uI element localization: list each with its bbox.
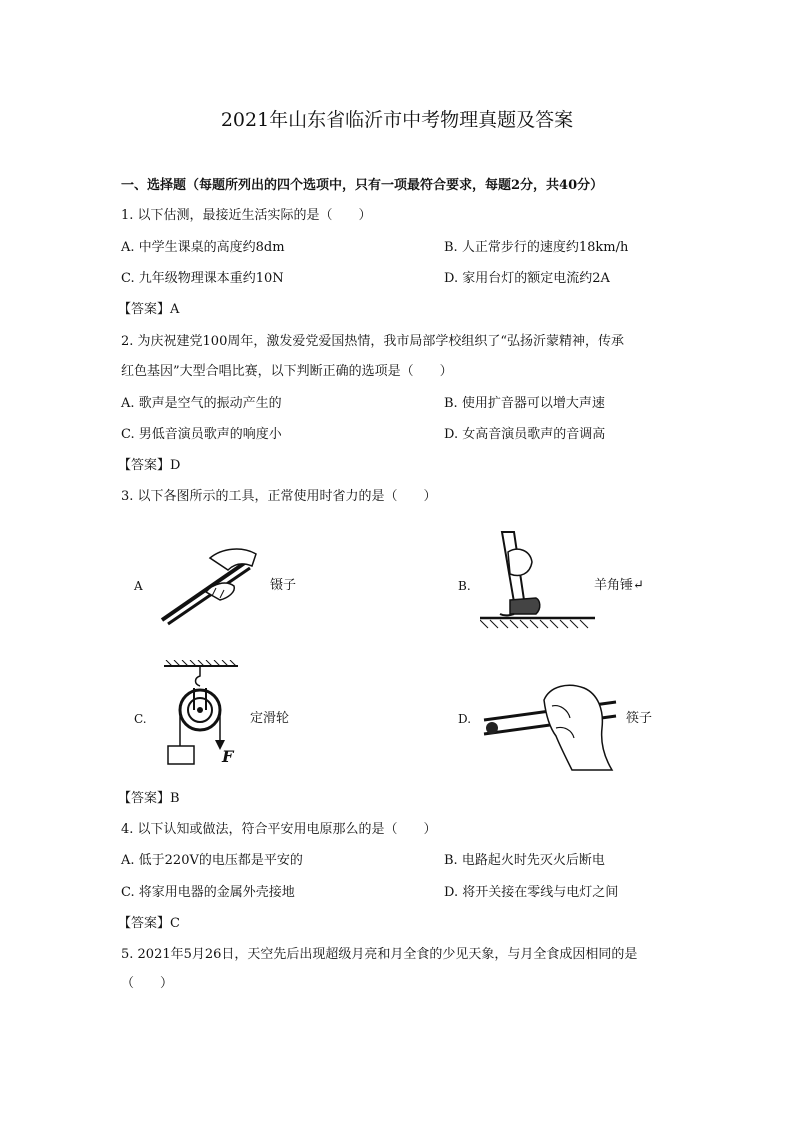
tweezers-icon xyxy=(150,540,262,632)
chopsticks-icon xyxy=(480,676,622,772)
question-2-answer: 【答案】D xyxy=(118,458,181,473)
question-3-stem: 3. 以下各图所示的工具，正常使用时省力的是（ ） xyxy=(121,489,437,504)
question-4-answer: 【答案】C xyxy=(118,916,180,931)
question-4-option-a: A. 低于220V的电压都是平安的 xyxy=(121,853,303,868)
question-1-option-d: D. 家用台灯的额定电流约2A xyxy=(444,271,610,286)
figure-a-label: 镊子 xyxy=(270,578,297,593)
question-2-stem-line1: 2. 为庆祝建党100周年，激发爱党爱国热情，我市局部学校组织了“弘扬沂蒙精神，传承 xyxy=(121,334,624,349)
figure-b-label: 羊角锤↵ xyxy=(594,578,644,593)
question-4-option-d: D. 将开关接在零线与电灯之间 xyxy=(444,885,619,900)
question-4-option-c: C. 将家用电器的金属外壳接地 xyxy=(121,885,295,900)
question-4-stem: 4. 以下认知或做法，符合平安用电原那么的是（ ） xyxy=(121,822,437,837)
figure-a-letter: A xyxy=(134,579,143,593)
question-2-option-d: D. 女高音演员歌声的音调高 xyxy=(444,427,606,442)
question-2-option-c: C. 男低音演员歌声的响度小 xyxy=(121,427,282,442)
question-2-option-b: B. 使用扩音器可以增大声速 xyxy=(444,396,605,411)
figure-c-letter: C. xyxy=(134,712,147,726)
figure-b-letter: B. xyxy=(458,579,471,593)
question-2-option-a: A. 歌声是空气的振动产生的 xyxy=(121,396,282,411)
section-heading: 一、选择题（每题所列出的四个选项中，只有一项最符合要求，每题2分，共40分） xyxy=(121,178,604,193)
question-5-stem-line2: （ ） xyxy=(121,976,174,991)
question-2-stem-line2: 红色基因”大型合唱比赛，以下判断正确的选项是（ ） xyxy=(121,364,453,379)
question-1-option-c: C. 九年级物理课本重约10N xyxy=(121,271,284,286)
question-3-answer: 【答案】B xyxy=(118,791,180,806)
question-5-stem-line1: 5. 2021年5月26日，天空先后出现超级月亮和月全食的少见天象，与月全食成因相同的是 xyxy=(121,947,638,962)
claw-hammer-icon xyxy=(480,528,595,630)
question-1-answer: 【答案】A xyxy=(118,302,180,317)
page-title: 2021年山东省临沂市中考物理真题及答案 xyxy=(220,109,574,131)
force-label: F xyxy=(222,747,234,766)
question-4-option-b: B. 电路起火时先灭火后断电 xyxy=(444,853,605,868)
question-1-option-b: B. 人正常步行的速度约18km/h xyxy=(444,240,629,255)
figure-d-letter: D. xyxy=(458,712,472,726)
question-1-stem: 1. 以下估测，最接近生活实际的是（ ） xyxy=(121,208,372,223)
figure-c-label: 定滑轮 xyxy=(250,711,290,726)
figure-d-label: 筷子 xyxy=(626,711,653,726)
question-1-option-a: A. 中学生课桌的高度约8dm xyxy=(121,240,285,255)
